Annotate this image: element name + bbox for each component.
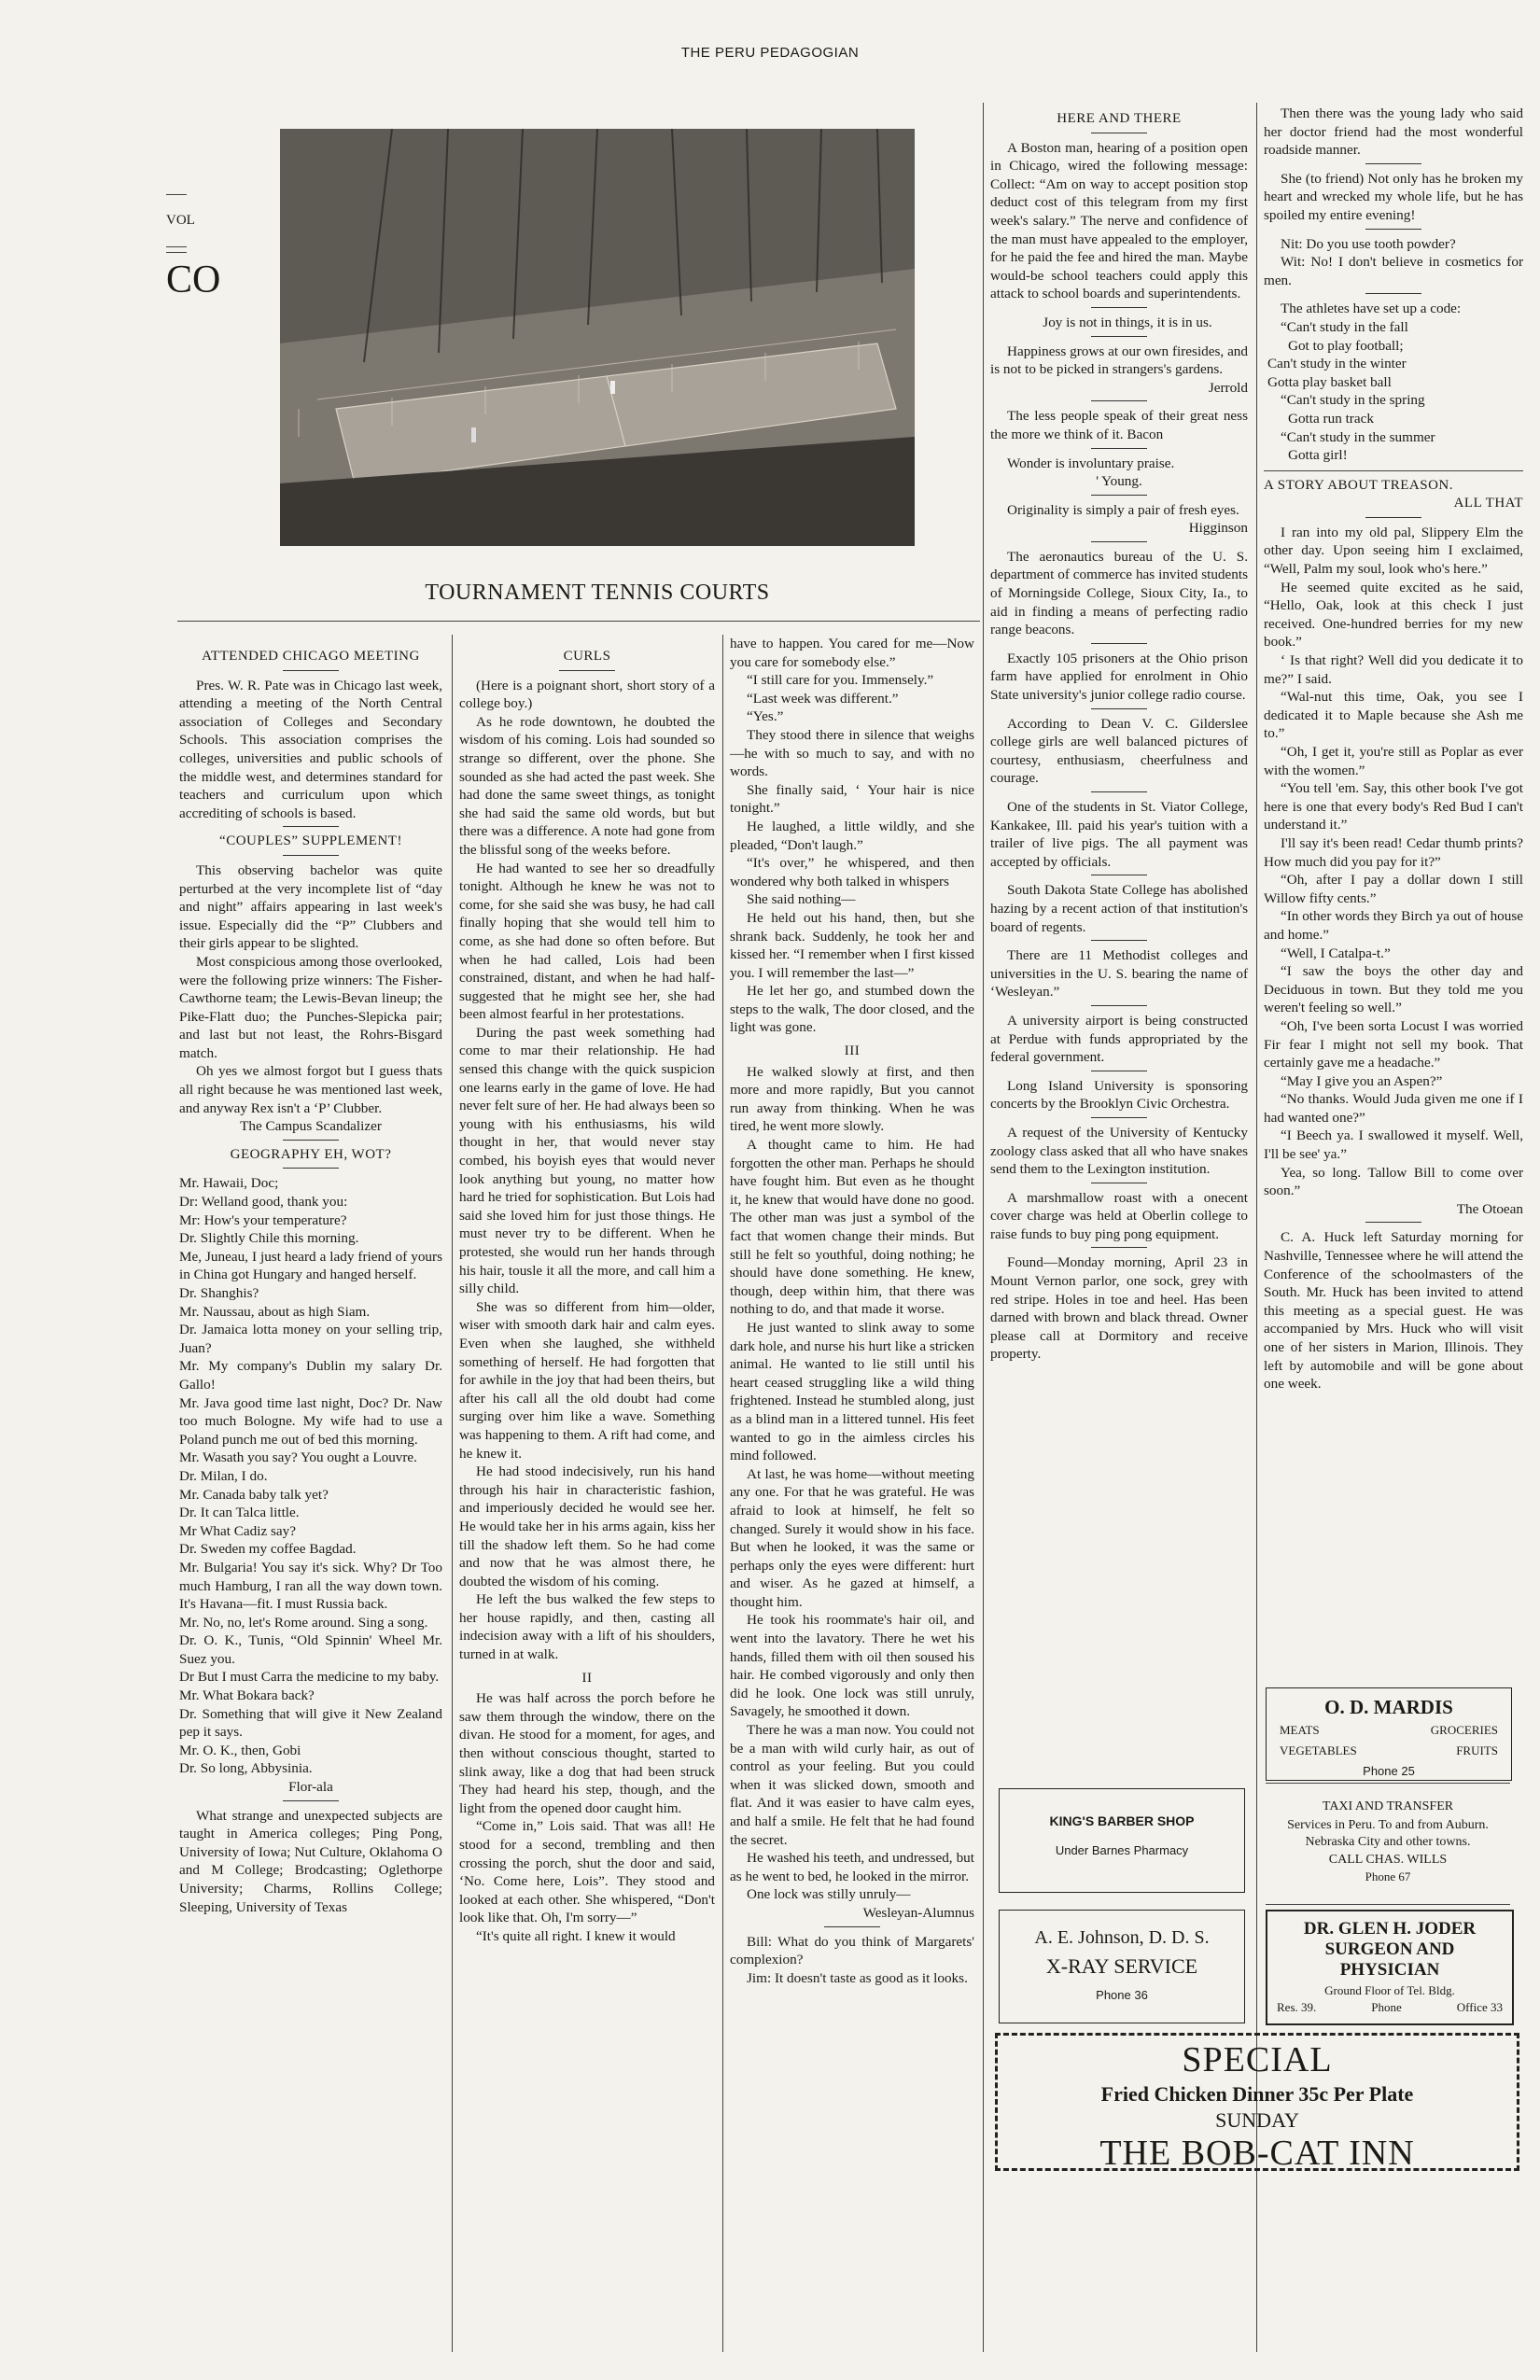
- news-item: There are 11 Methodist colleges and universities in the U. S. bearing the name of ‘Wesleyan.”: [990, 947, 1248, 1001]
- ad-mardis-meats: MEATS: [1280, 1723, 1320, 1737]
- story-paragraph: “May I give you an Aspen?”: [1281, 1072, 1443, 1089]
- ad-joder-name: DR. GLEN H. JODER: [1303, 1919, 1477, 1939]
- quote-author: Jerrold: [1208, 379, 1248, 396]
- story-paragraph: “Wal-nut this time, Oak, you see I dedicated it to Maple because she Ash me to.”: [1264, 689, 1523, 742]
- quote: Happiness grows at our own firesides, and is not to be picked in strangers's gardens.: [990, 343, 1248, 378]
- ad-barber-name: KING'S BARBER SHOP: [1049, 1813, 1195, 1828]
- story-paragraph: “No thanks. Would Juda given me one if I had wanted one?”: [1264, 1091, 1523, 1126]
- dialogue-line: Me, Juneau, I just heard a lady friend of yours in China got Hungary and hanged herself.: [179, 1248, 442, 1283]
- joke-line: Then there was the young lady who said her doctor friend had the most wonderful roadside manner.: [1264, 105, 1523, 159]
- section-number: II: [581, 1670, 593, 1686]
- headline-treason: A STORY ABOUT TREASON.: [1264, 477, 1453, 493]
- story-paragraph: “Oh, I get it, you're still as Poplar as ever with the women.”: [1264, 744, 1523, 778]
- tennis-courts-illustration: [280, 129, 915, 546]
- story-paragraph: ‘ Is that right? Well did you dedicate it to me?” I said.: [1264, 652, 1523, 687]
- article-paragraph: He let her go, and stumbed down the steps to the walk, The door closed, and the light was gone.: [730, 983, 974, 1036]
- story-paragraph: “Well, I Catalpa-t.”: [1281, 945, 1391, 961]
- ad-bobcat-inn: [995, 2033, 1519, 2171]
- joke-line: Nit: Do you use tooth powder?: [1281, 235, 1456, 252]
- article-paragraph: He took his roommate's hair oil, and went into the lavatory. There he wet his hands, filled them with oil then soused his hair. He combed vigorously and only then did he look. One lock was still unruly, Savagely, he smoothed it down.: [730, 1612, 974, 1720]
- dialogue-line: Mr What Cadiz say?: [179, 1522, 296, 1539]
- quote-author: Higginson: [1188, 520, 1248, 537]
- column-3: [730, 635, 974, 1987]
- ad-mardis-name: O. D. MARDIS: [1324, 1696, 1453, 1718]
- headline-chicago-meeting: ATTENDED CHICAGO MEETING: [202, 649, 420, 664]
- news-item: A university airport is being constructed at Perdue with funds appropriated by the federal government.: [990, 1012, 1248, 1066]
- dialogue-line: Mr. What Bokara back?: [179, 1687, 315, 1704]
- news-item: South Dakota State College has abolished hazing by a recent action of that institution's board of regents.: [990, 882, 1248, 935]
- section-number: III: [844, 1043, 861, 1059]
- dialogue-line: Mr. O. K., then, Gobi: [179, 1742, 301, 1758]
- news-item: Exactly 105 prisoners at the Ohio prison farm have applied for enrolment in Ohio State university's junior college radio course.: [990, 650, 1248, 704]
- poem-line: “Can't study in the fall: [1281, 318, 1408, 335]
- ad-taxi-call: CALL CHAS. WILLS: [1328, 1853, 1448, 1867]
- ad-mardis-groceries: GROCERIES: [1430, 1723, 1498, 1737]
- article-paragraph: As he rode downtown, he doubted the wisdom of his coming. Lois had sounded so strange so different, over the phone. She sounded as she had acted the past week. She had done the same sweet things, as tonight she had said the same old words, but but there was a difference. A note had gone from the blissful song of the weeks before.: [459, 713, 715, 858]
- ad-bobcat-special: SPECIAL: [1182, 2040, 1333, 2079]
- news-item: C. A. Huck left Saturday morning for Nashville, Tennessee where he will attend the Conference of the schoolmasters of the South. Mr. Huck has been invited to attend this meeting as a special guest. He was accompanied by Mrs. Huck who will visit one of her sisters in Marion, Illinois. They left by automobile and will be gone about one week.: [1264, 1229, 1523, 1393]
- news-item: Long Island University is sponsoring concerts by the Brooklyn Civic Orchestra.: [990, 1077, 1248, 1113]
- story-paragraph: “In other words they Birch ya out of house and home.”: [1264, 908, 1523, 943]
- headline-curls: CURLS: [563, 649, 611, 664]
- dialogue-line: Mr. Java good time last night, Doc? Dr. Naw too much Bologne. My wife had to use a Poland punch me out of bed this morning.: [179, 1394, 442, 1448]
- poem-line: Gotta girl!: [1288, 447, 1348, 464]
- story-paragraph: I ran into my old pal, Slippery Elm the other day. Upon seeing him I exclaimed, “Well, Palm my soul, look who's here.”: [1264, 524, 1523, 578]
- article-paragraph: He walked slowly at first, and then more and more rapidly, But you cannot run away from thinking. When he was tired, he went more slowly.: [730, 1063, 974, 1135]
- masthead: THE PERU PEDAGOGIAN: [680, 45, 860, 61]
- article-paragraph: “I still care for you. Immensely.”: [747, 672, 934, 689]
- story-paragraph: “You tell 'em. Say, this other book I've got here is one that every body's Red Bud I can't understand it.”: [1264, 780, 1523, 833]
- article-paragraph: At last, he was home—without meeting any one. For that he was grateful. He was afraid to look at himself, he felt so changed. Surely it would show in his face. But when he looked, it was the same or perhaps only the eyes were different: hurt and wiser. As he gazed at himself, a thought him.: [730, 1465, 974, 1610]
- dialogue-line: Mr. No, no, let's Rome around. Sing a song.: [179, 1614, 428, 1631]
- story-paragraph: “Oh, after I pay a dollar down I still Willow fifty cents.”: [1264, 872, 1523, 906]
- ad-mardis-fruits: FRUITS: [1456, 1743, 1498, 1757]
- article-paragraph: They stood there in silence that weighs—he with so much to say, and with no words.: [730, 726, 974, 780]
- dialogue-line: Dr: Welland good, thank you:: [179, 1194, 348, 1211]
- dialogue-line: Mr. Bulgaria! You say it's sick. Why? Dr Too much Hamburg, I ran all the way down town. It's Havana—fit. I must Russia back.: [179, 1559, 442, 1613]
- article-paragraph: A thought came to him. He had forgotten the other man. Perhaps he should have fought him. But even as he thought it, he knew that would have done no good. The other man was just a symbol of the fact that women change their minds. But still he felt so youthful, doing nothing; he should have done something. He knew, though, deep within him, that there was nothing to do, and that made it worse.: [730, 1137, 974, 1318]
- dialogue-line: Dr. Milan, I do.: [179, 1467, 268, 1484]
- dialogue-line: Mr. Hawaii, Doc;: [179, 1175, 279, 1192]
- poem-line: Can't study in the winter: [1267, 356, 1407, 372]
- joke-line: Jim: It doesn't taste as good as it looks.: [747, 1969, 968, 1986]
- poem-line: “Can't study in the summer: [1281, 428, 1435, 445]
- article-paragraph: A Boston man, hearing of a position open in Chicago, wired the following message: Collect: “Am on way to accept position stop deduct cost of this telegram from my first week's salary.” The nerve and confidence of the man must have appealed to the employer, for he paid the fee and hired the man. Maybe would-be school teachers could apply this attack to school boards and superintendents.: [990, 139, 1248, 302]
- poem-line: Gotta play basket ball: [1267, 373, 1392, 390]
- article-paragraph: He washed his teeth, and undressed, but as he went to bed, he looked in the mirror.: [730, 1850, 974, 1884]
- article-paragraph: have to happen. You cared for me—Now you care for somebody else.”: [730, 636, 974, 670]
- article-paragraph: He had stood indecisively, run his hand through his hair in characteristic fashion, and imperiously decided he would see her. He would take her in his arms again, kiss her till the shadow left them. So he had come and now that he was almost there, he doubted the wisdom of his coming.: [459, 1463, 715, 1589]
- article-paragraph: Oh yes we almost forgot but I guess thats all right because he was mentioned last week, and anyway Rex isn't a ‘P’ Clubber.: [179, 1063, 442, 1116]
- byline: The Campus Scandalizer: [240, 1118, 382, 1135]
- story-paragraph: He seemed quite excited as he said, “Hello, Oak, look at this check I just received. One-hundred berries for my new book.”: [1264, 579, 1523, 651]
- ad-bobcat-name: THE BOB-CAT INN: [1099, 2134, 1415, 2173]
- joke-line: Bill: What do you think of Margarets' complexion?: [730, 1933, 974, 1968]
- column-2: [459, 642, 715, 1946]
- dialogue-line: Dr. Slightly Chile this morning.: [179, 1230, 359, 1247]
- article-paragraph: “It's over,” he whispered, and then wondered why both talked in whispers: [730, 855, 974, 889]
- margin-co: CO: [166, 259, 221, 301]
- dialogue-line: Dr. Jamaica lotta money on your selling trip, Juan?: [179, 1322, 442, 1356]
- poem-line: Got to play football;: [1288, 337, 1404, 354]
- dialogue-line: Dr. So long, Abbysinia.: [179, 1760, 313, 1777]
- news-item: According to Dean V. C. Gilderslee college girls are well balanced pictures of courtesy, enthusiasm, cheerfulness and courage.: [990, 715, 1248, 787]
- story-paragraph: I'll say it's been read! Cedar thumb prints? How much did you pay for it?”: [1264, 834, 1523, 870]
- article-paragraph: He laughed, a little wildly, and she pleaded, “Don't laugh.”: [730, 818, 974, 853]
- quote: Joy is not in things, it is in us.: [1043, 314, 1212, 330]
- quote: Wonder is involuntary praise.: [1007, 455, 1175, 471]
- article-paragraph: She was so different from him—older, wiser with smooth dark hair and calm eyes. Even when she laughed, she withheld something of herself. He had forgotten that for awhile in the joy that had been theirs, but after his call all the old doubt had come surging over him like a wave. Something was happening to them. A rift had come, and he knew it.: [459, 1298, 715, 1462]
- quote-author: ' Young.: [1096, 473, 1142, 490]
- ad-johnson-service: X-RAY SERVICE: [1045, 1954, 1198, 1978]
- article-paragraph: “Yes.”: [747, 708, 784, 725]
- dialogue-line: Mr. My company's Dublin my salary Dr. Gallo!: [179, 1358, 442, 1393]
- article-paragraph: She finally said, ‘ Your hair is nice tonight.”: [730, 781, 974, 817]
- headline-couples-supplement: “COUPLES” SUPPLEMENT!: [219, 833, 402, 849]
- dialogue-line: Mr. Canada baby talk yet?: [179, 1486, 329, 1503]
- photo-caption: TOURNAMENT TENNIS COURTS: [425, 581, 770, 605]
- ad-joder-title2: PHYSICIAN: [1339, 1960, 1440, 1980]
- column-5: [1264, 105, 1523, 1393]
- lost-and-found: Found—Monday morning, April 23 in Mount Vernon parlor, one sock, grey with red stripe. Holes in toe and heel. Has been darned with brown and black thread. Owner please call at Dormitory and receive property.: [990, 1254, 1248, 1363]
- ad-taxi-title: TAXI AND TRANSFER: [1322, 1799, 1454, 1813]
- ad-mardis: [1266, 1687, 1512, 1781]
- ad-bobcat-dinner: Fried Chicken Dinner 35c Per Plate: [1100, 2082, 1414, 2106]
- news-item: A request of the University of Kentucky zoology class asked that all who have snakes send them to the Lexington institution.: [990, 1124, 1248, 1178]
- ad-barber-location: Under Barnes Pharmacy: [1055, 1843, 1189, 1857]
- article-paragraph: “Last week was different.”: [747, 690, 899, 707]
- joke-line: Wit: No! I don't believe in cosmetics for men.: [1264, 254, 1523, 288]
- ad-joder-office: Office 33: [1456, 2000, 1503, 2014]
- article-paragraph: What strange and unexpected subjects are taught in America colleges; Ping Pong, University of Iowa; Nut Culture, Oklahoma O and M College; Brodcasting; Oglethorpe University; Charms, Rollins College; Sleeping, University of Texas: [179, 1807, 442, 1915]
- article-paragraph: He held out his hand, then, but she shrank back. Suddenly, he took her and kissed her. “I remember when I first kissed you. I will remember the last—”: [730, 909, 974, 981]
- dialogue-line: Dr But I must Carra the medicine to my baby.: [179, 1669, 440, 1686]
- dialogue-line: Mr: How's your temperature?: [179, 1211, 347, 1228]
- ad-joder-title1: SURGEON AND: [1324, 1939, 1455, 1959]
- poem-intro: The athletes have set up a code:: [1281, 301, 1462, 317]
- dialogue-line: Dr. Shanghis?: [179, 1285, 259, 1301]
- headline-here-and-there: HERE AND THERE: [1057, 111, 1182, 126]
- article-paragraph: He had wanted to see her so dreadfully tonight. Although he knew he was not to come, for she said she was busy, he had call finally hoping that she would tell him to come, as she had done so often before. But when he had called, Lois had been constrained, distant, and when he had half-suggested that he might see her, she had been almost fearful in her protestations.: [459, 860, 715, 1023]
- quote: The less people speak of their great ness the more we think of it. Bacon: [990, 408, 1248, 442]
- ad-joder-location: Ground Floor of Tel. Bldg.: [1324, 1983, 1455, 1997]
- story-paragraph: Yea, so long. Tallow Bill to come over soon.”: [1264, 1164, 1523, 1199]
- ad-mardis-phone: Phone 25: [1363, 1764, 1415, 1778]
- quote: Originality is simply a pair of fresh eyes.: [1007, 501, 1239, 518]
- byline: Wesleyan-Alumnus: [862, 1904, 974, 1921]
- poem-line: Gotta run track: [1288, 410, 1374, 427]
- ad-kings-barber: [999, 1788, 1245, 1893]
- headline-geography: GEOGRAPHY EH, WOT?: [230, 1146, 392, 1162]
- article-paragraph: She said nothing—: [747, 891, 856, 908]
- byline: The Otoean: [1456, 1200, 1523, 1217]
- ad-taxi-services: Services in Peru. To and from Auburn. Nebraska City and other towns.: [1287, 1818, 1489, 1849]
- article-paragraph: This observing bachelor was quite perturbed at the very incomplete list of “day and night” affairs appearing in last week's issue. Especially did the “P” Clubbers and their girls appear to be slighted.: [179, 861, 442, 952]
- article-paragraph: He left the bus walked the few steps to her house rapidly, and then, casting all indecision away with a lift of his shoulders, turned in at walk.: [459, 1591, 715, 1663]
- ad-johnson: [999, 1910, 1245, 2023]
- joke-line: She (to friend) Not only has he broken my heart and wrecked my whole life, but he has spoiled my entire evening!: [1264, 170, 1523, 223]
- byline: Flor-ala: [288, 1779, 333, 1796]
- story-paragraph: “I saw the boys the other day and Deciduous in town. But they told me you weren't feeling so well.”: [1264, 963, 1523, 1016]
- ad-joder-phone: Phone: [1371, 2000, 1402, 2014]
- ad-bobcat-day: SUNDAY: [1215, 2108, 1299, 2132]
- headline-treason-sub: ALL THAT: [1453, 496, 1523, 511]
- ad-taxi: [1266, 1788, 1510, 1902]
- ad-taxi-phone: Phone 67: [1365, 1869, 1411, 1883]
- poem-line: “Can't study in the spring: [1281, 392, 1425, 409]
- news-item: One of the students in St. Viator College, Kankakee, Ill. paid his year's tuition with a trailer of live pigs. The all payment was accepted by officials.: [990, 799, 1248, 870]
- ad-joder: [1266, 1910, 1514, 2025]
- article-paragraph: (Here is a poignant short, short story of a college boy.): [459, 677, 715, 712]
- margin-vol: VOL: [166, 213, 195, 228]
- news-item: The aeronautics bureau of the U. S. department of commerce has invited students of Morningside College, Sioux City, Ia., to aid in finding a means of perfecting radio range beacons.: [990, 548, 1248, 638]
- ad-mardis-vegetables: VEGETABLES: [1280, 1743, 1357, 1757]
- news-item: A marshmallow roast with a onecent cover charge was held at Oberlin college to raise funds to buy ping pong equipment.: [990, 1189, 1248, 1242]
- article-paragraph: Most conspicious among those overlooked, were the following prize winners: The Fisher-Cawthorne team; the Lewis-Bevan lineup; the Pike-Flatt duo; the Punches-Slepicka pair; and last but not least, the Rohrs-Bisgard match.: [179, 953, 442, 1061]
- article-paragraph: “Come in,” Lois said. That was all! He stood for a second, trembling and then crossing the porch, shut the door and said, ‘No. Come here, Lois”. They stood and looked at each other. She whispered, “Don't look like that. Oh, I'm sorry—”: [459, 1818, 715, 1926]
- article-paragraph: He was half across the porch before he saw them through the window, there on the divan. He stood for a moment, for ages, and then without conscious thought, started to slink away, like a dog that had been struck They had heard his step, though, and the light from the opened door caught him.: [459, 1690, 715, 1816]
- dialogue-line: Dr. O. K., Tunis, “Old Spinnin' Wheel Mr. Suez you.: [179, 1632, 442, 1667]
- article-paragraph: There he was a man now. You could not be a man with wild curly hair, as out of control as your feeling. But you could when it was slicked down, smooth and flat. And it was easier to have calm eyes, and half a smile. He felt that he had found the secret.: [730, 1722, 974, 1848]
- article-paragraph: During the past week something had come to mar their relationship. He had sensed this change with the quick suspicion one learns early in the game of love. He had never felt sure of her. He had always been so young with his enthusiasms, his wild thought in her, that would never stay combed, his boyish eyes that would never look anything but young, no matter how hard he tried for sophistication. But Lois had said she loved him for just those things. He must never try to be different. When he protested, she would run her hands through his hair, tousle it all the more, and call him a silly child.: [459, 1024, 715, 1297]
- story-paragraph: “Oh, I've been sorta Locust I was worried Fir fear I might not sell my book. That certainly gave me a headache.”: [1264, 1017, 1523, 1071]
- dialogue-line: Mr. Wasath you say? You ought a Louvre.: [179, 1449, 417, 1466]
- ad-johnson-name: A. E. Johnson, D. D. S.: [1034, 1927, 1210, 1948]
- article-paragraph: He just wanted to slink away to some dark hole, and nurse his hurt like a stricken animal. He wanted to lie still until his heart ceased struggling like a wild thing frightened. Instead he stumbled along, just as a blind man in a littered tunnel. His feet wanted to go in the aimless circles his mind followed.: [730, 1319, 974, 1464]
- dialogue-line: Dr. Something that will give it New Zealand pep it says.: [179, 1705, 442, 1741]
- dialogue-line: Mr. Naussau, about as high Siam.: [179, 1303, 371, 1320]
- ad-johnson-phone: Phone 36: [1096, 1988, 1148, 2002]
- article-paragraph: One lock was stilly unruly—: [747, 1886, 911, 1903]
- ad-joder-res: Res. 39.: [1277, 2000, 1317, 2014]
- article-paragraph: “It's quite all right. I knew it would: [476, 1927, 676, 1944]
- dialogue-line: Dr. It can Talca little.: [179, 1505, 300, 1521]
- column-4: [990, 105, 1248, 1364]
- article-paragraph: Pres. W. R. Pate was in Chicago last week, attending a meeting of the North Central association of Colleges and Secondary Schools. This association comprises the colleges, universities and public schools of the middle west, and determines standard for teachers and curriculum upon which accrediting of schools is based.: [179, 677, 442, 821]
- story-paragraph: “I Beech ya. I swallowed it myself. Well, I'll be see' ya.”: [1264, 1127, 1523, 1163]
- tennis-courts-photo: [280, 129, 915, 546]
- column-1: [179, 642, 442, 1916]
- dialogue-line: Dr. Sweden my coffee Bagdad.: [179, 1541, 357, 1558]
